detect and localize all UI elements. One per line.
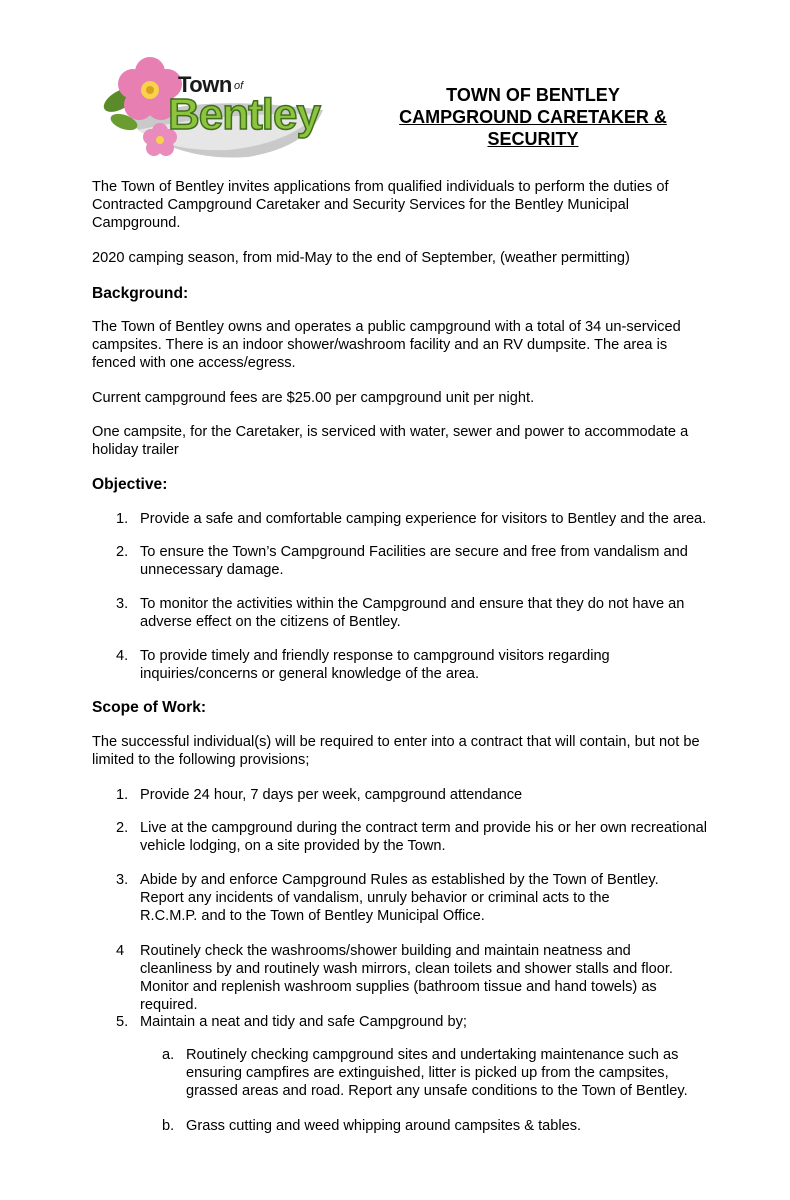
- logo-bentley-text: Bentley: [168, 90, 320, 139]
- list-number: 1.: [116, 787, 129, 803]
- list-text: Routinely checking campground sites and undertaking maintenance such as ensuring campfires are extinguished, litter is picked up from the campsites, grassed areas and road. Report any unsafe conditions to the Town of Bentley.: [186, 1047, 688, 1099]
- list-text: Live at the campground during the contract term and provide his or her own recreational vehicle lodging, on a site provided by the Town.: [140, 820, 708, 854]
- list-number: 4.: [116, 648, 129, 664]
- list-text: To provide timely and friendly response to campground visitors regarding inquiries/concerns or general knowledge of the area.: [140, 648, 610, 682]
- background-paragraph-2: Current campground fees are $25.00 per campground unit per night.: [92, 390, 535, 406]
- intro-paragraph: The Town of Bentley invites applications from qualified individuals to perform the duties of Contracted Campground Caretaker and Security Services for the Bentley Municipal Campground.: [92, 179, 669, 231]
- list-letter: b.: [162, 1118, 175, 1134]
- title-line-2: CAMPGROUND CARETAKER &: [399, 107, 667, 127]
- list-number: 5.: [116, 1014, 129, 1030]
- list-letter: a.: [162, 1047, 175, 1063]
- list-text: Abide by and enforce Campground Rules as established by the Town of Bentley. Report any incidents of vandalism, unruly behavior or criminal acts to the R.C.M.P. and to the Town of Bentley Municipal Office.: [140, 872, 659, 924]
- logo-town-text: Town: [178, 72, 232, 97]
- list-number: 2.: [116, 544, 129, 560]
- objective-item: [116, 647, 710, 683]
- scope-intro-paragraph: The successful individual(s) will be required to enter into a contract that will contain, but not be limited to the following provisions;: [92, 734, 700, 768]
- objective-item: [116, 595, 710, 631]
- list-number: 2.: [116, 820, 129, 836]
- background-paragraph-3: One campsite, for the Caretaker, is serviced with water, sewer and power to accommodate a holiday trailer: [92, 424, 689, 458]
- list-text: Provide a safe and comfortable camping experience for visitors to Bentley and the area.: [140, 511, 707, 527]
- scope-item: [116, 1013, 710, 1031]
- scope-item: [116, 819, 710, 855]
- background-heading: Background:: [92, 285, 189, 302]
- scope-subitem: [162, 1046, 691, 1100]
- scope-heading: Scope of Work:: [92, 699, 207, 716]
- list-number: 3.: [116, 872, 129, 888]
- objective-heading: Objective:: [92, 476, 168, 493]
- list-text: Maintain a neat and tidy and safe Campground by;: [140, 1014, 467, 1030]
- title-line-1: TOWN OF BENTLEY: [446, 85, 620, 105]
- list-text: To ensure the Town’s Campground Facilities are secure and free from vandalism and unnecessary damage.: [140, 544, 688, 578]
- list-text: Provide 24 hour, 7 days per week, campground attendance: [140, 787, 523, 803]
- background-paragraph-1: The Town of Bentley owns and operates a public campground with a total of 34 un-serviced campsites. There is an indoor shower/washroom facility and an RV dumpsite. The area is fenced with one access/egress.: [92, 319, 681, 371]
- document-title: [388, 84, 678, 150]
- list-text: Grass cutting and weed whipping around campsites & tables.: [186, 1118, 582, 1134]
- objective-item: [116, 543, 710, 579]
- title-line-3: SECURITY: [487, 129, 579, 149]
- objective-item: [116, 510, 710, 528]
- list-number: 4: [116, 943, 125, 959]
- list-text: To monitor the activities within the Campground and ensure that they do not have an adverse effect on the citizens of Bentley.: [140, 596, 685, 630]
- season-paragraph: 2020 camping season, from mid-May to the end of September, (weather permitting): [92, 250, 630, 266]
- list-number: 3.: [116, 596, 129, 612]
- list-text: Routinely check the washrooms/shower building and maintain neatness and cleanliness by and routinely wash mirrors, clean toilets and shower stalls and floor. Monitor and replenish washroom supplies (bathroom tissue and hand towels) as required.: [140, 943, 673, 1013]
- list-number: 1.: [116, 511, 129, 527]
- scope-subitem: [162, 1117, 691, 1135]
- scope-item: [116, 942, 700, 1014]
- scope-item: [116, 871, 660, 925]
- scope-item: [116, 786, 710, 804]
- logo-of-text: of: [234, 80, 244, 92]
